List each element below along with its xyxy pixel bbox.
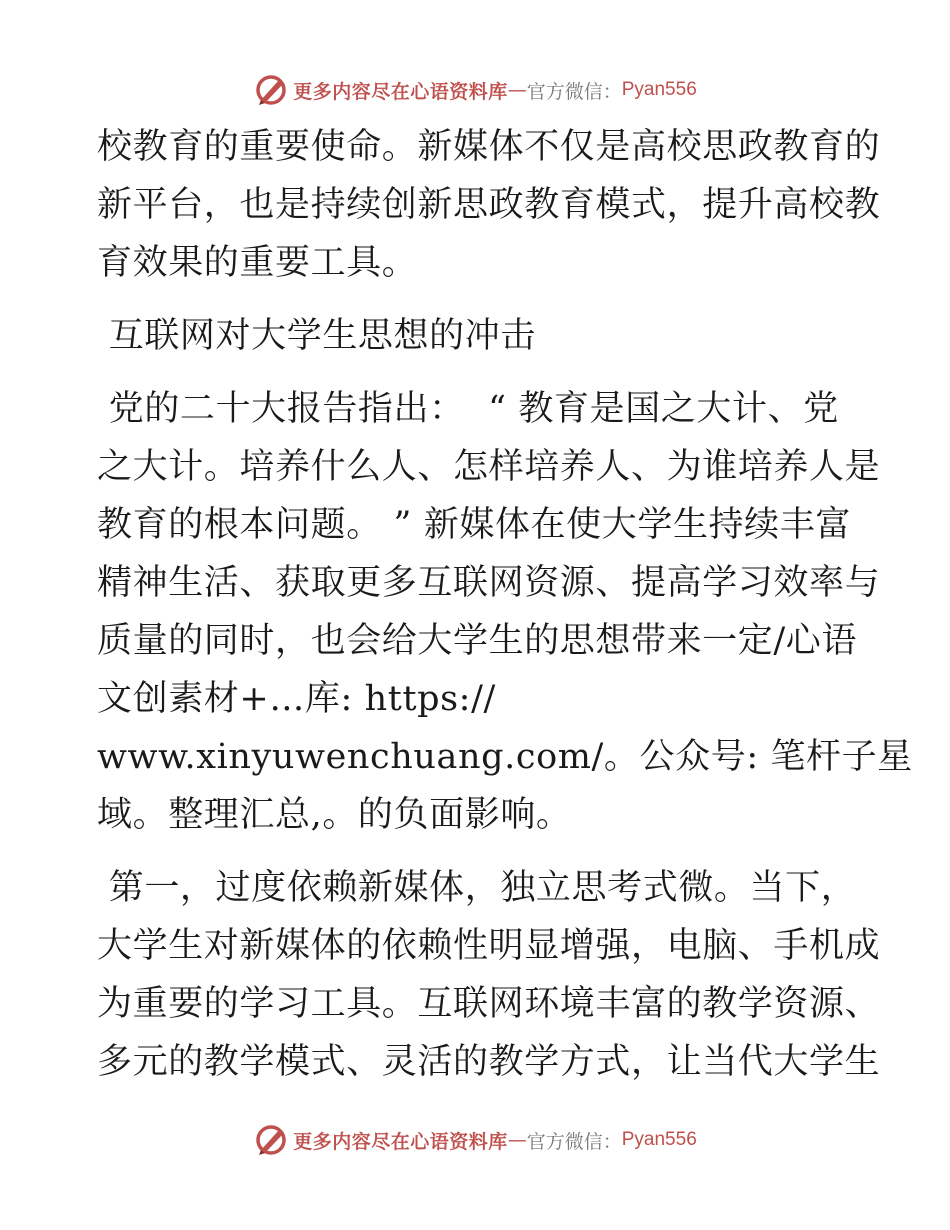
document-body [97,118,913,1091]
footer-wechat-id: Pyan556 [621,1129,697,1150]
text-line: 教育的根本问题。 ” 新媒体在使大学生持续丰富 [97,505,851,545]
header-brand-text: 更多内容尽在心语资料库 [293,80,508,103]
text-line: 域。整理汇总,。的负面影响。 [97,795,572,835]
footer-wechat-label: 官方微信： [526,1130,622,1153]
text-line: 第一，过度依赖新媒体，独立思考式微。当下， [97,868,857,908]
paragraph-1 [97,118,881,292]
text-line: 党的二十大报告指出： “ 教育是国之大计、党 [97,389,839,429]
heading-line: 互联网对大学生思想的冲击 [97,316,536,356]
footer-brand-text: 更多内容尽在心语资料库 [293,1130,508,1153]
text-line: 多元的教学模式、灵活的教学方式，让当代大学生 [97,1042,881,1082]
pen-logo-icon [253,1122,289,1158]
header-banner [0,70,950,110]
text-line: 精神生活、获取更多互联网资源、提高学习效率与 [97,563,881,603]
text-line: 校教育的重要使命。新媒体不仅是高校思政教育的 [97,127,881,167]
section-heading [97,307,857,365]
text-line: www.xinyuwenchuang.com/。公众号: 笔杆子星 [97,737,913,777]
paragraph-3 [97,859,881,1091]
text-line: 为重要的学习工具。互联网环境丰富的教学资源、 [97,984,881,1024]
text-line: 新平台，也是持续创新思政教育模式，提升高校教 [97,185,881,225]
pen-logo-icon [253,72,289,108]
text-line: 质量的同时，也会给大学生的思想带来一定/心语 [97,621,857,661]
text-line: 文创素材+…库: https:// [97,679,496,719]
header-wechat-label: 官方微信： [526,80,622,103]
paragraph-2 [97,380,913,844]
footer-banner [0,1120,950,1160]
text-line: 之大计。培养什么人、怎样培养人、为谁培养人是 [97,447,881,487]
header-separator: — [507,79,527,101]
text-line: 育效果的重要工具。 [97,243,418,283]
footer-separator: — [507,1129,527,1151]
header-wechat-id: Pyan556 [621,79,697,100]
text-line: 大学生对新媒体的依赖性明显增强，电脑、手机成 [97,926,881,966]
